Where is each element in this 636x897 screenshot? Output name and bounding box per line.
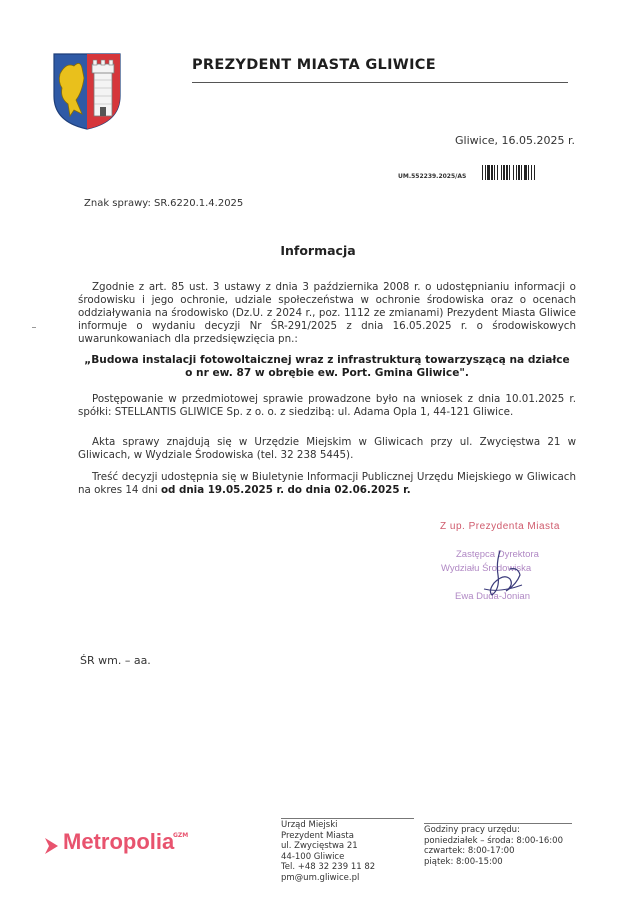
- stamp-position: Zastępca Dyrektora: [456, 549, 539, 560]
- project-name-line: o nr ew. 87 w obrębie ew. Port. Gmina Gliwice".: [185, 367, 469, 379]
- project-name: [78, 354, 576, 380]
- paragraph-text: Postępowanie w przedmiotowej sprawie prowadzone było na wniosek z dnia 10.01.2025 r. spółki: STELLANTIS GLIWICE Sp. z o. o. z siedzibą: ul. Adama Opla 1, 44-121 Gliwice.: [78, 393, 576, 418]
- author-initials: ŚR wm. – aa.: [80, 654, 151, 667]
- paragraph-text: Akta sprawy znajdują się w Urzędzie Miejskim w Gliwicach przy ul. Zwycięstwa 21 w Gliwicach, w Wydziale Środowiska (tel. 32 238 5445).: [78, 436, 576, 461]
- header-divider: [192, 82, 568, 83]
- barcode-bar: [491, 165, 493, 180]
- office-address: [281, 820, 375, 883]
- barcode-bar: [487, 165, 490, 180]
- office-line: Urząd Miejski: [281, 820, 338, 830]
- footer-divider: [424, 823, 572, 824]
- barcode-bar: [534, 165, 535, 180]
- barcode-bar: [485, 165, 486, 180]
- metropolia-logo-icon: [45, 838, 58, 854]
- barcode-bar: [494, 165, 495, 180]
- hours-line: piątek: 8:00-15:00: [424, 856, 503, 867]
- barcode-bar: [516, 165, 517, 180]
- barcode-bar: [497, 165, 498, 180]
- barcode-bar: [524, 165, 527, 180]
- barcode-bar: [521, 165, 522, 180]
- barcode-bar: [528, 165, 529, 180]
- place-and-date: Gliwice, 16.05.2025 r.: [455, 134, 575, 147]
- brand-suffix: GZM: [173, 832, 189, 839]
- hours-line: czwartek: 8:00-17:00: [424, 846, 515, 856]
- brand-name: Metropolia: [63, 829, 175, 854]
- office-hours: [424, 825, 563, 867]
- gliwice-coat-of-arms-icon: [52, 52, 122, 130]
- issuer-heading: PREZYDENT MIASTA GLIWICE: [192, 57, 436, 73]
- office-line: Prezydent Miasta: [281, 830, 354, 841]
- publication-text: Treść decyzji udostępnia się w Biuletynie Informacji Publicznej Urzędu Miejskiego w Gliwicach na okres 14 dni: [78, 471, 576, 496]
- project-name-line: „Budowa instalacji fotowoltaicznej wraz z infrastrukturą towarzyszącą na działce: [84, 354, 570, 366]
- office-line: ul. Zwycięstwa 21: [281, 841, 358, 851]
- margin-mark: [32, 327, 36, 328]
- barcode-bar: [531, 165, 532, 180]
- office-email: pm@um.gliwice.pl: [281, 872, 360, 883]
- footer-divider: [281, 818, 414, 819]
- publication-period: od dnia 19.05.2025 r. do dnia 02.06.2025 r.: [160, 484, 411, 496]
- barcode-bar: [509, 165, 510, 180]
- barcode-bar: [482, 165, 483, 180]
- barcode-bar: [513, 165, 514, 180]
- paragraph-text: Zgodnie z art. 85 ust. 3 ustawy z dnia 3 października 2008 r. o udostępnianiu informacji o środowisku i jego ochronie, udziale społeczeństwa w ochronie środowiska oraz o ocenach oddziaływania na środowisko (Dz.U. z 2024 r., poz. 1112 ze zmianami) Prezydent Miasta Gliwice informuje o wydaniu decyzji Nr ŚR-291/2025 z dnia 16.05.2025 r. o środowiskowych uwarunkowaniach dla przedsięwzięcia pn.:: [78, 281, 576, 345]
- stamp-department: Wydziału Środowiska: [441, 563, 532, 574]
- handwritten-signature-icon: [470, 545, 530, 600]
- metropolia-logo: [63, 829, 174, 855]
- barcode-bar: [503, 165, 505, 180]
- barcode-bar: [501, 165, 502, 180]
- office-phone: Tel. +48 32 239 11 82: [281, 862, 376, 872]
- barcode-icon: [482, 165, 568, 180]
- stamp-name: Ewa Duda-Jonian: [455, 591, 530, 602]
- barcode-bar: [506, 165, 508, 180]
- case-reference: Znak sprawy: SR.6220.1.4.2025: [84, 198, 244, 209]
- office-line: 44-100 Gliwice: [281, 851, 345, 862]
- document-number: UM.552239.2025/AS: [398, 173, 467, 180]
- paragraph-legal-basis: [78, 281, 576, 346]
- stamp-authorization: Z up. Prezydenta Miasta: [440, 521, 560, 532]
- barcode-bar: [518, 165, 520, 180]
- paragraph-publication: [78, 471, 576, 497]
- document-title: Informacja: [280, 243, 356, 258]
- hours-line: poniedziałek – środa: 8:00-16:00: [424, 835, 563, 846]
- paragraph-applicant: [78, 393, 576, 419]
- paragraph-case-files: [78, 436, 576, 462]
- hours-heading: Godziny pracy urzędu:: [424, 825, 520, 835]
- paragraph-text: [78, 471, 576, 497]
